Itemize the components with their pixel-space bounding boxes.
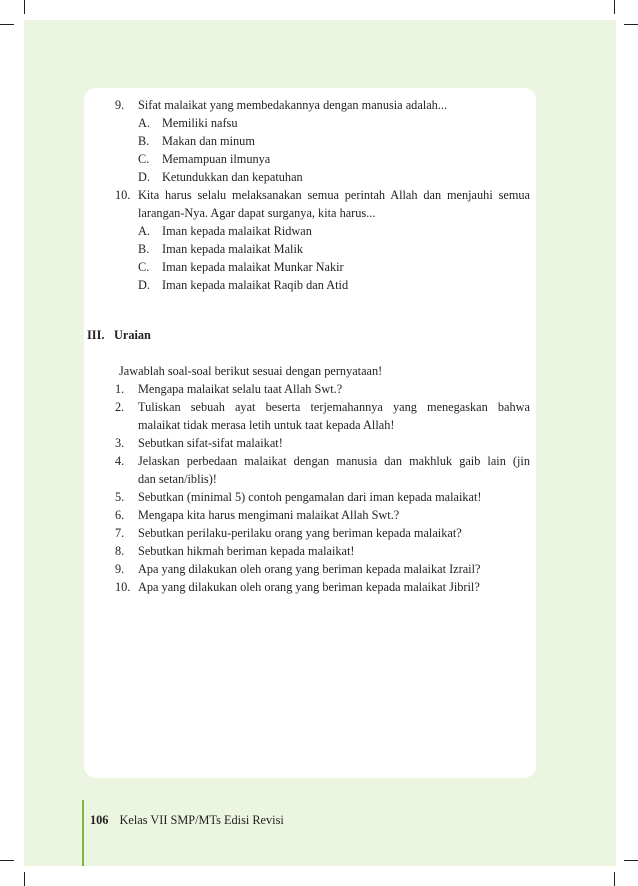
option-letter: B. [138, 242, 150, 256]
option-text: Iman kepada malaikat Munkar Nakir [162, 260, 344, 274]
option-letter: D. [138, 170, 150, 184]
question-number: 10. [115, 188, 131, 202]
question-number: 8. [115, 544, 125, 558]
option-letter: D. [138, 278, 150, 292]
question-number: 6. [115, 508, 125, 522]
question-text: Sifat malaikat yang membedakannya dengan manusia adalah... [138, 98, 448, 112]
option-letter: B. [138, 134, 150, 148]
question-text: Apa yang dilakukan oleh orang yang beriman kepada malaikat Izrail? [138, 562, 481, 576]
question-text: Tuliskan sebuah ayat beserta terjemahannya yang menegaskan bahwa [138, 400, 530, 414]
question-text: Apa yang dilakukan oleh orang yang beriman kepada malaikat Jibril? [138, 580, 480, 594]
question-number: 4. [115, 454, 125, 468]
question-number: 7. [115, 526, 125, 540]
option-text: Ketundukkan dan kepatuhan [162, 170, 303, 184]
option-letter: A. [138, 224, 150, 238]
question-number: 9. [115, 98, 125, 112]
option-text: Iman kepada malaikat Ridwan [162, 224, 312, 238]
question-text: malaikat tidak merasa letih untuk taat kepada Allah! [138, 418, 395, 432]
option-letter: C. [138, 260, 150, 274]
footer-rule [82, 800, 84, 866]
question-text: Sebutkan sifat-sifat malaikat! [138, 436, 283, 450]
section-title: Uraian [114, 328, 151, 342]
page-number: 106 [90, 813, 109, 827]
question-number: 5. [115, 490, 125, 504]
question-number: 3. [115, 436, 125, 450]
question-text: Kita harus selalu melaksanakan semua perintah Allah dan menjauhi semua [138, 188, 530, 202]
question-text: Mengapa kita harus mengimani malaikat Allah Swt.? [138, 508, 400, 522]
question-number: 10. [115, 580, 131, 594]
page-footer [90, 813, 284, 828]
question-number: 9. [115, 562, 125, 576]
question-text: larangan-Nya. Agar dapat surganya, kita harus... [138, 206, 376, 220]
question-text: Sebutkan perilaku-perilaku orang yang beriman kepada malaikat? [138, 526, 462, 540]
question-number: 2. [115, 400, 125, 414]
question-text: Sebutkan (minimal 5) contoh pengamalan dari iman kepada malaikat! [138, 490, 482, 504]
question-text: Sebutkan hikmah beriman kepada malaikat! [138, 544, 355, 558]
question-text: dan setan/iblis)! [138, 472, 217, 486]
book-title: Kelas VII SMP/MTs Edisi Revisi [119, 813, 284, 827]
option-text: Iman kepada malaikat Raqib dan Atid [162, 278, 349, 292]
question-text: Jelaskan perbedaan malaikat dengan manusia dan makhluk gaib lain (jin [138, 454, 530, 468]
option-letter: C. [138, 152, 150, 166]
option-text: Makan dan minum [162, 134, 255, 148]
option-text: Memampuan ilmunya [162, 152, 271, 166]
section-number: III. [87, 328, 105, 342]
option-letter: A. [138, 116, 150, 130]
option-text: Iman kepada malaikat Malik [162, 242, 304, 256]
question-text: Mengapa malaikat selalu taat Allah Swt.? [138, 382, 343, 396]
section-instruction: Jawablah soal-soal berikut sesuai dengan pernyataan! [119, 364, 383, 378]
question-number: 1. [115, 382, 125, 396]
option-text: Memiliki nafsu [162, 116, 238, 130]
